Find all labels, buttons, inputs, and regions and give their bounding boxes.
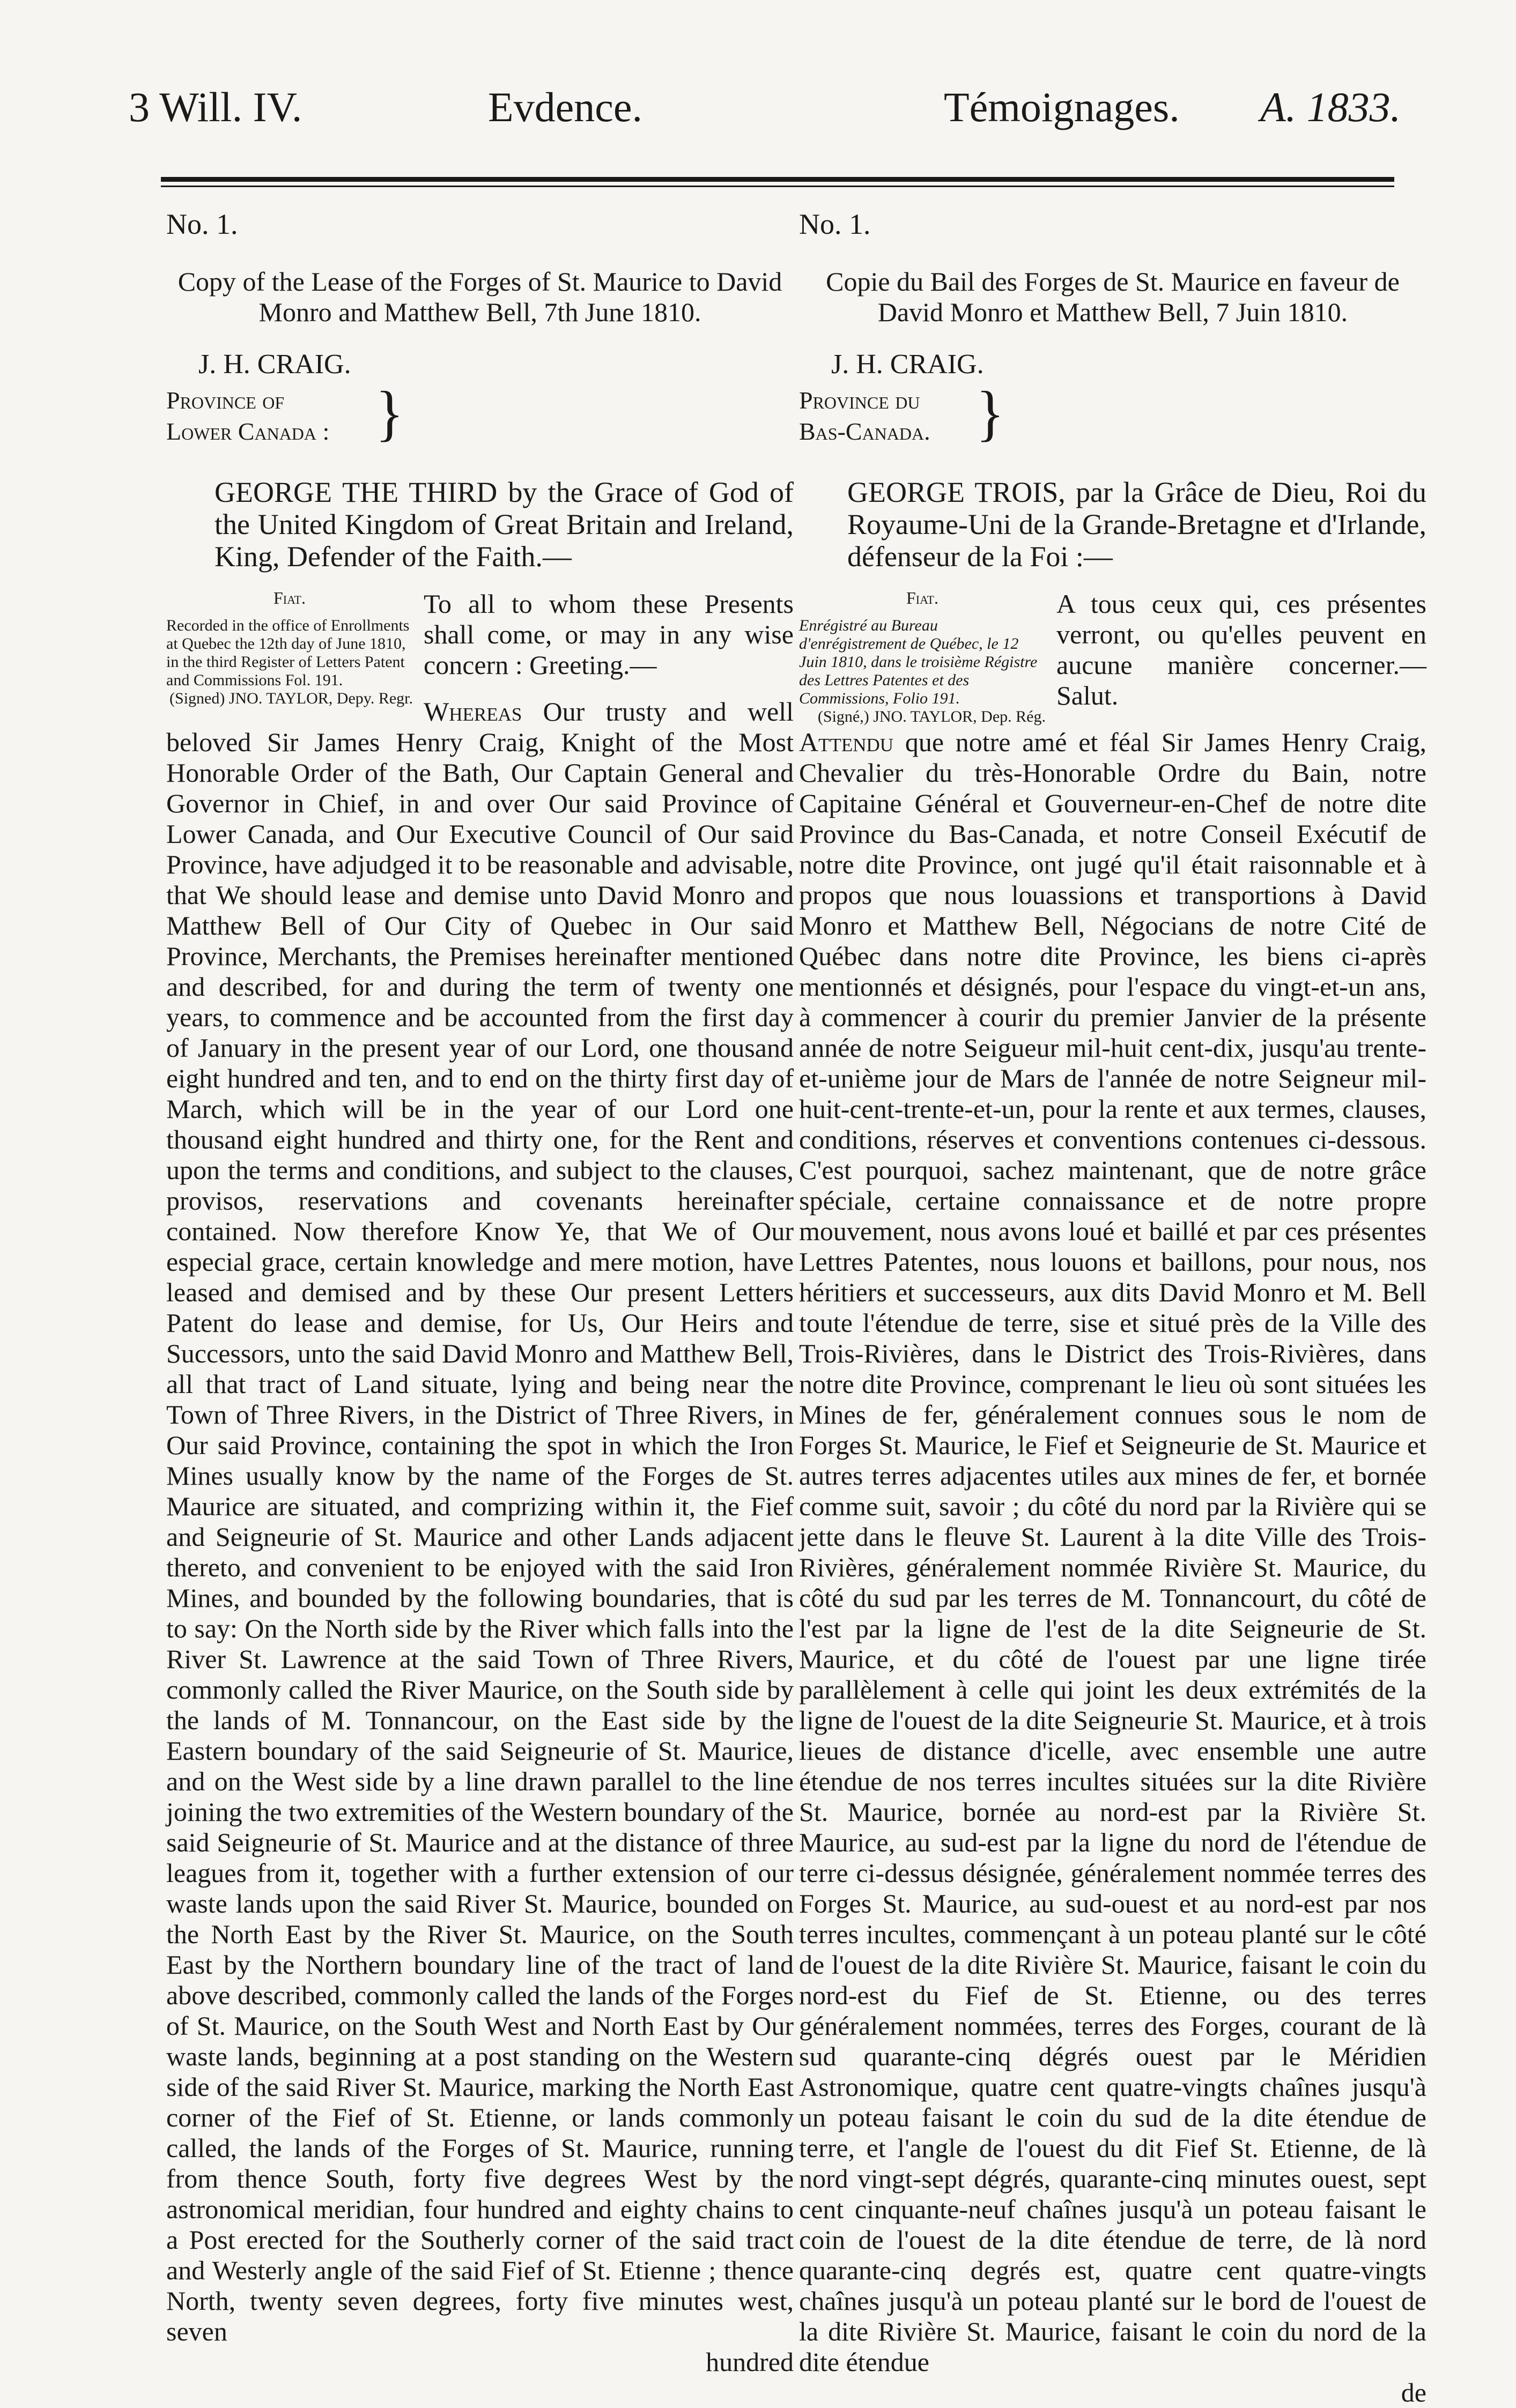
province-block	[799, 378, 1426, 455]
province-line-2: Bas-Canada.	[799, 418, 930, 445]
lease-text	[166, 697, 794, 2347]
header-rule	[161, 177, 1394, 187]
brace: }	[976, 378, 1004, 448]
fiat-label: Fiat.	[273, 588, 306, 607]
lease-body-text: que notre amé et féal Sir James Henry Craig, Chevalier du très-Honorable Ordre du Bain, notre Capitaine Général et Gouverneur-en-Chef de notre dite Province du Bas-Canada, et notre Conseil Exécutif de notre dite Province, ont jugé qu'il était raisonnable et à propos que nous louassions et transportions à David Monro et Matthew Bell, Négocians de notre Cité de Québec dans notre dite Province, les biens ci-après mentionnés et désignés, pour l'espace du vingt-et-un ans, à commencer à courir du premier Janvier de la présente année de notre Seigueur mil-huit cent-dix, jusqu'au trente-et-unième jour de Mars de l'année de notre Seigneur mil-huit-cent-trente-et-un, pour la rente et aux termes, clauses, conditions, réserves et conventions contenues ci-dessous. C'est pourquoi, sachez maintenant, que de notre grâce spéciale, certaine connaissance et de notre propre mouvement, nous avons loué et baillé et par ces présentes Lettres Patentes, nous louons et baillons, pour nous, nos héritiers et successeurs, aux dits David Monro et M. Bell toute l'étendue de terre, sise et situé près de la Ville des Trois-Rivières, dans le District des Trois-Rivières, dans notre dite Province, comprenant le lieu où sont situées les Mines de fer, généralement connues sous le nom de Forges St. Maurice, le Fief et Seigneurie de St. Maurice et autres terres adjacentes utiles aux mines de fer, et bornée comme suit, savoir ; du côté du nord par la Rivière qui se jette dans le fleuve St. Laurent à la dite Ville des Trois-Rivières, généralement nommée Rivière St. Maurice, du côté du sud par les terres de M. Tonnancourt, du côté de l'est par la ligne de l'est de la dite Seigneurie de St. Maurice, et du côté de l'ouest par une ligne tirée parallèlement à celle qui joint les deux extrémités de la ligne de l'ouest de la dite Seigneurie St. Maurice, et à trois lieues de distance d'icelle, avec ensemble une autre étendue de nos terres incultes situées sur la dite Rivière St. Maurice, bornée au nord-est par la Rivière St. Maurice, au sud-est par la ligne du nord de l'étendue de terre ci-dessus désignée, généralement nommée terres des Forges St. Maurice, au sud-ouest et au nord-est par nos terres incultes, commençant à un poteau planté sur le côté de l'ouest de la dite Rivière St. Maurice, faisant le coin du nord-est du Fief de St. Etienne, ou des terres généralement nommées, terres des Forges, courant de là sud quarante-cinq dégrés ouest par le Méridien Astronomique, quatre cent quatre-vingts chaînes jusqu'à un poteau faisant le coin du sud de la dite étendue de terre, et l'angle de l'ouest du dit Fief St. Etienne, de là nord vingt-sept dégrés, quarante-cinq minutes ouest, sept cent cinquante-neuf chaînes jusqu'à un poteau faisant le coin de l'ouest de la dite étendue de terre, de là nord quarante-cinq degrés est, quatre cent quatre-vingts chaînes jusqu'à un poteau planté sur le bord de l'ouest de la dite Rivière St. Maurice, faisant le coin du nord de la dite étendue	[799, 727, 1427, 2377]
province-line-1: Province du	[799, 387, 920, 414]
document-title: Copy of the Lease of the Forges of St. Maurice to David Monro and Matthew Bell, 7th June 1810.	[178, 266, 782, 327]
thick-rule	[161, 177, 1394, 182]
english-column	[166, 193, 794, 2377]
greeting: To all to whom these Presents shall come, or may in any wise concern : Greeting.—	[424, 589, 794, 680]
royal-style: GEORGE TROIS, par la Grâce de Dieu, Roi du Royaume-Uni de la Grande-Bretagne et d'Irlande, défenseur de la Foi :—	[847, 476, 1426, 573]
registry-note: Enrégistré au Bureau d'enrégistrement de Québec, le 12 Juin 1810, dans le troisième Régistre des Lettres Patentes et des Commissions, Folio 191.	[799, 617, 1038, 707]
registry-signature: (Signé,) JNO. TAYLOR, Dep. Rég.	[817, 708, 1046, 725]
registry-block	[799, 589, 1046, 726]
province-lines	[166, 385, 329, 447]
lease-body	[799, 589, 1426, 2408]
running-header	[129, 83, 1405, 153]
lease-body-text: Our trusty and well beloved Sir James Henry Craig, Knight of the Most Honorable Order of the Bath, Our Captain General and Governor in Chief, in and over Our said Province of Lower Canada, and Our Executive Council of Our said Province, have adjudged it to be reasonable and advisable, that We should lease and demise unto David Monro and Matthew Bell of Our City of Quebec in Our said Province, Merchants, the Premises hereinafter mentioned and described, for and during the term of twenty one years, to commence and be accounted from the first day of January in the present year of our Lord, one thousand eight hundred and ten, and to end on the thirty first day of March, which will be in the year of our Lord one thousand eight hundred and thirty one, for the Rent and upon the terms and conditions, and subject to the clauses, provisos, reservations and covenants hereinafter contained. Now therefore Know Ye, that We of Our especial grace, certain knowledge and mere motion, have leased and demised and by these Our present Letters Patent do lease and demise, for Us, Our Heirs and Successors, unto the said David Monro and Matthew Bell, all that tract of Land situate, lying and being near the Town of Three Rivers, in the District of Three Rivers, in Our said Province, containing the spot in which the Iron Mines usually know by the name of the Forges de St. Maurice are situated, and comprizing within it, the Fief and Seigneurie of St. Maurice and other Lands adjacent thereto, and convenient to be enjoyed with the said Iron Mines, and bounded by the following boundaries, that is to say: On the North side by the River which falls into the River St. Lawrence at the said Town of Three Rivers, commonly called the River Maurice, on the South side by the lands of M. Tonnancour, on the East side by the Eastern boundary of the said Seigneurie of St. Maurice, and on the West side by a line drawn parallel to the line joining the two extremities of the Western boundary of the said Seigneurie of St. Maurice and at the distance of three leagues from it, together with a further extension of our waste lands upon the said River St. Maurice, bounded on the North East by the River St. Maurice, on the South East by the Northern boundary line of the tract of land above described, commonly called the lands of the Forges of St. Maurice, on the South West and North East by Our waste lands, beginning at a post standing on the Western side of the said River St. Maurice, marking the North East corner of the Fief of St. Etienne, or lands commonly called, the lands of the Forges of St. Maurice, running from thence South, forty five degrees West by the astronomical meridian, four hundred and eighty chains to a Post erected for the Southerly corner of the said tract and Westerly angle of the said Fief of St. Etienne ; thence North, twenty seven degrees, forty five minutes west, seven	[166, 697, 794, 2346]
session-reference: 3 Will. IV.	[129, 84, 302, 130]
registry-note: Recorded in the office of Enrollments at Quebec the 12th day of June 1810, in the third Register of Letters Patent and Commissions Fol. 191.	[166, 617, 410, 689]
catchword: de	[1401, 2377, 1426, 2407]
registry-signature: (Signed) JNO. TAYLOR, Depy. Regr.	[169, 690, 413, 707]
header-french: Témoignages.	[944, 84, 1180, 130]
brace: }	[375, 378, 404, 448]
document-number: No. 1.	[799, 208, 871, 240]
document-number: No. 1.	[166, 208, 238, 240]
header-english: Evdence.	[488, 84, 643, 130]
province-line-1: Province of	[166, 387, 285, 414]
document-title: Copie du Bail des Forges de St. Maurice en faveur de David Monro et Matthew Bell, 7 Juin 1810.	[826, 266, 1400, 327]
province-block	[166, 378, 794, 455]
whereas-word: Whereas	[424, 697, 522, 727]
thin-rule	[161, 186, 1394, 187]
royal-style: GEORGE THE THIRD by the Grace of God of the United Kingdom of Great Britain and Ireland, King, Defender of the Faith.—	[215, 476, 794, 573]
province-lines	[799, 385, 930, 447]
fiat-label: Fiat.	[906, 588, 938, 607]
catchword: hundred	[706, 2347, 794, 2377]
governor-signature: J. H. CRAIG.	[831, 349, 984, 380]
header-year: A. 1833.	[1260, 84, 1401, 130]
lease-body	[166, 589, 794, 2377]
registry-block	[166, 589, 413, 708]
province-line-2: Lower Canada :	[166, 418, 330, 445]
greeting: A tous ceux qui, ces présentes verront, ou qu'elles peuvent en aucune manière concerner.—Salut.	[1056, 589, 1426, 710]
french-column	[799, 193, 1427, 2407]
lease-text	[799, 727, 1426, 2377]
governor-signature: J. H. CRAIG.	[198, 349, 351, 380]
whereas-word: Attendu	[799, 727, 894, 757]
